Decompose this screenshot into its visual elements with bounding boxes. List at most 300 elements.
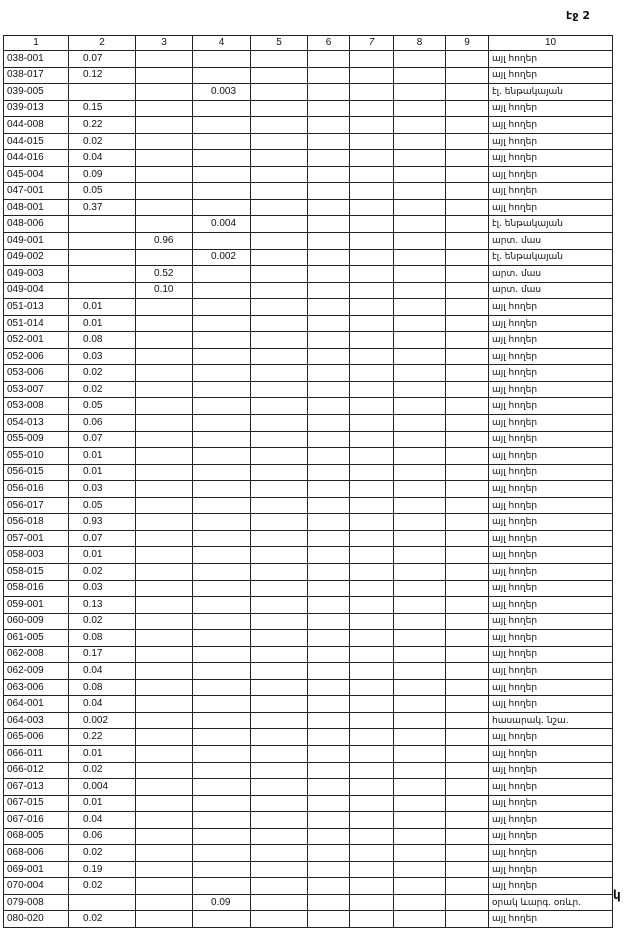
parcel-code-cell: 069-001 <box>4 861 69 878</box>
column-6-cell <box>308 133 350 150</box>
column-5-cell <box>251 812 308 829</box>
table-row <box>4 580 613 597</box>
column-6-cell <box>308 464 350 481</box>
land-type-cell: այլ հողեր <box>489 663 613 680</box>
column-4-cell <box>193 166 251 183</box>
column-5-cell <box>251 348 308 365</box>
column-7-cell <box>350 845 394 862</box>
column-4-cell <box>193 712 251 729</box>
land-type-cell: այլ հողեր <box>489 365 613 382</box>
column-3-cell <box>136 696 193 713</box>
column-5-cell <box>251 415 308 432</box>
column-5-cell <box>251 663 308 680</box>
column-8-cell <box>394 712 446 729</box>
column-7-cell <box>350 696 394 713</box>
column-8-cell <box>394 530 446 547</box>
column-5-cell <box>251 150 308 167</box>
land-type-cell: այլ հողեր <box>489 398 613 415</box>
land-type-cell: այլ հողեր <box>489 646 613 663</box>
column-9-cell <box>446 878 489 895</box>
column-6-cell <box>308 911 350 928</box>
column-2-cell: 0.04 <box>69 663 136 680</box>
column-9-cell <box>446 464 489 481</box>
column-5-cell <box>251 332 308 349</box>
column-9-cell <box>446 745 489 762</box>
column-7-cell <box>350 497 394 514</box>
column-5-cell <box>251 795 308 812</box>
land-type-cell: այլ հողեր <box>489 861 613 878</box>
column-3-cell <box>136 779 193 796</box>
parcel-code-cell: 059-001 <box>4 597 69 614</box>
column-4-cell: 0.004 <box>193 216 251 233</box>
column-6-cell <box>308 67 350 84</box>
column-8-cell <box>394 861 446 878</box>
table-row <box>4 630 613 647</box>
land-type-cell: այլ հողեր <box>489 497 613 514</box>
column-5-cell <box>251 282 308 299</box>
column-9-cell <box>446 315 489 332</box>
column-3-cell <box>136 166 193 183</box>
table-row <box>4 415 613 432</box>
column-9-cell <box>446 563 489 580</box>
column-2-cell <box>69 216 136 233</box>
table-row <box>4 762 613 779</box>
column-2-cell: 0.03 <box>69 481 136 498</box>
land-type-cell: այլ հողեր <box>489 315 613 332</box>
column-header: 4 <box>193 36 251 51</box>
land-type-cell: այլ հողեր <box>489 332 613 349</box>
column-5-cell <box>251 381 308 398</box>
table-row <box>4 563 613 580</box>
land-type-cell: այլ հողեր <box>489 431 613 448</box>
column-9-cell <box>446 828 489 845</box>
table-row <box>4 597 613 614</box>
land-type-cell: այլ հողեր <box>489 878 613 895</box>
column-6-cell <box>308 199 350 216</box>
column-5-cell <box>251 100 308 117</box>
table-row <box>4 133 613 150</box>
column-3-cell <box>136 332 193 349</box>
parcel-code-cell: 064-003 <box>4 712 69 729</box>
column-4-cell <box>193 266 251 283</box>
table-row <box>4 729 613 746</box>
column-2-cell: 0.09 <box>69 166 136 183</box>
column-7-cell <box>350 481 394 498</box>
land-type-cell: արտ. մաս <box>489 233 613 250</box>
column-4-cell <box>193 100 251 117</box>
column-5-cell <box>251 199 308 216</box>
column-6-cell <box>308 597 350 614</box>
column-3-cell <box>136 315 193 332</box>
column-2-cell: 0.01 <box>69 745 136 762</box>
column-8-cell <box>394 828 446 845</box>
table-row <box>4 878 613 895</box>
column-8-cell <box>394 745 446 762</box>
table-header-row <box>4 36 613 51</box>
column-3-cell: 0.52 <box>136 266 193 283</box>
column-7-cell <box>350 117 394 134</box>
table-row <box>4 51 613 68</box>
column-2-cell: 0.02 <box>69 133 136 150</box>
column-2-cell: 0.04 <box>69 150 136 167</box>
column-9-cell <box>446 415 489 432</box>
column-4-cell <box>193 315 251 332</box>
table-row <box>4 613 613 630</box>
table-row <box>4 249 613 266</box>
column-5-cell <box>251 365 308 382</box>
column-2-cell: 0.02 <box>69 381 136 398</box>
column-6-cell <box>308 431 350 448</box>
column-6-cell <box>308 233 350 250</box>
parcel-code-cell: 047-001 <box>4 183 69 200</box>
land-type-cell: այլ հողեր <box>489 563 613 580</box>
parcel-code-cell: 063-006 <box>4 679 69 696</box>
column-7-cell <box>350 282 394 299</box>
parcel-code-cell: 038-001 <box>4 51 69 68</box>
parcel-code-cell: 064-001 <box>4 696 69 713</box>
column-4-cell <box>193 415 251 432</box>
land-type-cell: այլ հողեր <box>489 100 613 117</box>
column-4-cell <box>193 67 251 84</box>
column-9-cell <box>446 216 489 233</box>
land-type-cell: այլ հողեր <box>489 117 613 134</box>
column-8-cell <box>394 431 446 448</box>
column-9-cell <box>446 779 489 796</box>
table-row <box>4 663 613 680</box>
column-5-cell <box>251 67 308 84</box>
column-7-cell <box>350 133 394 150</box>
column-9-cell <box>446 199 489 216</box>
column-5-cell <box>251 51 308 68</box>
column-4-cell <box>193 332 251 349</box>
column-5-cell <box>251 398 308 415</box>
column-9-cell <box>446 133 489 150</box>
column-9-cell <box>446 911 489 928</box>
land-type-cell: այլ հողեր <box>489 696 613 713</box>
land-type-cell: այլ հողեր <box>489 166 613 183</box>
land-parcel-table <box>3 35 613 928</box>
column-4-cell <box>193 398 251 415</box>
table-row <box>4 282 613 299</box>
column-4-cell <box>193 861 251 878</box>
parcel-code-cell: 044-015 <box>4 133 69 150</box>
column-2-cell: 0.02 <box>69 762 136 779</box>
column-6-cell <box>308 878 350 895</box>
column-6-cell <box>308 100 350 117</box>
land-type-cell: էլ. ենթակայան <box>489 249 613 266</box>
land-type-cell: այլ հողեր <box>489 381 613 398</box>
column-4-cell <box>193 779 251 796</box>
column-4-cell <box>193 381 251 398</box>
table-row <box>4 779 613 796</box>
column-6-cell <box>308 249 350 266</box>
table-row <box>4 530 613 547</box>
column-2-cell: 0.37 <box>69 199 136 216</box>
column-7-cell <box>350 729 394 746</box>
column-4-cell <box>193 282 251 299</box>
column-8-cell <box>394 481 446 498</box>
column-5-cell <box>251 84 308 101</box>
column-3-cell <box>136 911 193 928</box>
table-row <box>4 398 613 415</box>
column-6-cell <box>308 861 350 878</box>
column-2-cell: 0.08 <box>69 679 136 696</box>
column-5-cell <box>251 464 308 481</box>
land-type-cell: այլ հողեր <box>489 415 613 432</box>
column-2-cell: 0.12 <box>69 67 136 84</box>
column-7-cell <box>350 894 394 911</box>
land-type-cell: այլ հողեր <box>489 580 613 597</box>
column-4-cell <box>193 563 251 580</box>
column-5-cell <box>251 679 308 696</box>
parcel-code-cell: 053-008 <box>4 398 69 415</box>
column-9-cell <box>446 580 489 597</box>
land-type-cell: այլ հողեր <box>489 828 613 845</box>
column-4-cell <box>193 613 251 630</box>
table-row <box>4 100 613 117</box>
column-7-cell <box>350 299 394 316</box>
column-6-cell <box>308 745 350 762</box>
column-3-cell <box>136 812 193 829</box>
parcel-code-cell: 056-016 <box>4 481 69 498</box>
column-8-cell <box>394 315 446 332</box>
parcel-code-cell: 055-010 <box>4 448 69 465</box>
table-row <box>4 812 613 829</box>
parcel-code-cell: 048-006 <box>4 216 69 233</box>
column-5-cell <box>251 845 308 862</box>
column-7-cell <box>350 580 394 597</box>
column-4-cell <box>193 729 251 746</box>
column-5-cell <box>251 745 308 762</box>
column-4-cell <box>193 663 251 680</box>
column-5-cell <box>251 729 308 746</box>
table-row <box>4 67 613 84</box>
column-4-cell: 0.09 <box>193 894 251 911</box>
column-2-cell: 0.02 <box>69 878 136 895</box>
column-3-cell <box>136 365 193 382</box>
land-type-cell: այլ հողեր <box>489 199 613 216</box>
column-3-cell <box>136 464 193 481</box>
column-3-cell <box>136 84 193 101</box>
column-9-cell <box>446 861 489 878</box>
parcel-code-cell: 067-015 <box>4 795 69 812</box>
column-3-cell <box>136 431 193 448</box>
column-2-cell: 0.07 <box>69 51 136 68</box>
table-row <box>4 381 613 398</box>
column-4-cell <box>193 696 251 713</box>
column-9-cell <box>446 233 489 250</box>
column-2-cell: 0.02 <box>69 845 136 862</box>
column-9-cell <box>446 84 489 101</box>
table-row <box>4 845 613 862</box>
column-4-cell <box>193 183 251 200</box>
column-9-cell <box>446 547 489 564</box>
column-3-cell <box>136 67 193 84</box>
land-type-cell: այլ հողեր <box>489 51 613 68</box>
column-5-cell <box>251 762 308 779</box>
parcel-code-cell: 051-014 <box>4 315 69 332</box>
column-5-cell <box>251 266 308 283</box>
column-5-cell <box>251 712 308 729</box>
column-8-cell <box>394 597 446 614</box>
parcel-code-cell: 058-016 <box>4 580 69 597</box>
parcel-code-cell: 049-003 <box>4 266 69 283</box>
column-8-cell <box>394 696 446 713</box>
column-4-cell: 0.003 <box>193 84 251 101</box>
column-3-cell <box>136 133 193 150</box>
parcel-code-cell: 080-020 <box>4 911 69 928</box>
column-6-cell <box>308 779 350 796</box>
column-2-cell <box>69 266 136 283</box>
column-3-cell <box>136 448 193 465</box>
column-4-cell <box>193 448 251 465</box>
table-row <box>4 795 613 812</box>
column-4-cell <box>193 199 251 216</box>
column-8-cell <box>394 51 446 68</box>
column-6-cell <box>308 679 350 696</box>
column-3-cell <box>136 712 193 729</box>
column-7-cell <box>350 530 394 547</box>
column-header: 1 <box>4 36 69 51</box>
column-header: 10 <box>489 36 613 51</box>
land-type-cell: այլ հողեր <box>489 464 613 481</box>
column-6-cell <box>308 398 350 415</box>
column-2-cell: 0.03 <box>69 348 136 365</box>
column-9-cell <box>446 762 489 779</box>
column-5-cell <box>251 481 308 498</box>
table-row <box>4 745 613 762</box>
column-6-cell <box>308 630 350 647</box>
column-2-cell: 0.19 <box>69 861 136 878</box>
column-3-cell <box>136 216 193 233</box>
column-7-cell <box>350 712 394 729</box>
column-9-cell <box>446 663 489 680</box>
column-8-cell <box>394 299 446 316</box>
land-type-cell: օրակ ևարգ. օռևր. <box>489 894 613 911</box>
column-8-cell <box>394 762 446 779</box>
column-4-cell <box>193 530 251 547</box>
land-type-cell: այլ հողեր <box>489 911 613 928</box>
parcel-code-cell: 060-009 <box>4 613 69 630</box>
column-8-cell <box>394 679 446 696</box>
table-row <box>4 696 613 713</box>
column-6-cell <box>308 282 350 299</box>
column-2-cell <box>69 249 136 266</box>
column-6-cell <box>308 696 350 713</box>
parcel-code-cell: 070-004 <box>4 878 69 895</box>
column-7-cell <box>350 861 394 878</box>
land-type-cell: այլ հողեր <box>489 630 613 647</box>
land-type-cell: էլ. ենթակայան <box>489 216 613 233</box>
column-9-cell <box>446 100 489 117</box>
column-4-cell <box>193 878 251 895</box>
parcel-code-cell: 049-001 <box>4 233 69 250</box>
column-7-cell <box>350 679 394 696</box>
column-2-cell: 0.06 <box>69 828 136 845</box>
column-5-cell <box>251 580 308 597</box>
column-7-cell <box>350 100 394 117</box>
column-8-cell <box>394 381 446 398</box>
column-4-cell <box>193 762 251 779</box>
column-5-cell <box>251 183 308 200</box>
column-9-cell <box>446 67 489 84</box>
column-3-cell <box>136 663 193 680</box>
column-4-cell <box>193 547 251 564</box>
column-2-cell: 0.01 <box>69 795 136 812</box>
page-number: էջ 2 <box>566 9 590 22</box>
column-3-cell <box>136 563 193 580</box>
column-8-cell <box>394 100 446 117</box>
column-7-cell <box>350 84 394 101</box>
column-8-cell <box>394 133 446 150</box>
column-9-cell <box>446 166 489 183</box>
column-4-cell <box>193 828 251 845</box>
column-2-cell <box>69 233 136 250</box>
column-8-cell <box>394 878 446 895</box>
column-6-cell <box>308 646 350 663</box>
land-type-cell: այլ հողեր <box>489 729 613 746</box>
column-5-cell <box>251 216 308 233</box>
table-row <box>4 828 613 845</box>
table-row <box>4 332 613 349</box>
column-3-cell <box>136 150 193 167</box>
column-2-cell: 0.002 <box>69 712 136 729</box>
table-row <box>4 464 613 481</box>
column-2-cell: 0.93 <box>69 514 136 531</box>
column-8-cell <box>394 348 446 365</box>
land-type-cell: այլ հողեր <box>489 530 613 547</box>
column-3-cell <box>136 679 193 696</box>
column-9-cell <box>446 894 489 911</box>
column-8-cell <box>394 779 446 796</box>
column-2-cell <box>69 282 136 299</box>
column-2-cell: 0.03 <box>69 580 136 597</box>
parcel-code-cell: 053-007 <box>4 381 69 398</box>
column-9-cell <box>446 845 489 862</box>
column-8-cell <box>394 166 446 183</box>
column-5-cell <box>251 911 308 928</box>
column-3-cell <box>136 613 193 630</box>
land-type-cell: այլ հողեր <box>489 514 613 531</box>
column-3-cell <box>136 199 193 216</box>
column-5-cell <box>251 117 308 134</box>
column-9-cell <box>446 448 489 465</box>
column-9-cell <box>446 597 489 614</box>
column-7-cell <box>350 381 394 398</box>
column-3-cell <box>136 51 193 68</box>
land-type-cell: այլ հողեր <box>489 183 613 200</box>
column-5-cell <box>251 166 308 183</box>
column-2-cell: 0.13 <box>69 597 136 614</box>
column-7-cell <box>350 547 394 564</box>
column-9-cell <box>446 348 489 365</box>
column-6-cell <box>308 795 350 812</box>
column-5-cell <box>251 613 308 630</box>
table-row <box>4 84 613 101</box>
parcel-code-cell: 053-006 <box>4 365 69 382</box>
land-type-cell: այլ հողեր <box>489 762 613 779</box>
column-4-cell <box>193 464 251 481</box>
column-4-cell <box>193 745 251 762</box>
column-3-cell <box>136 497 193 514</box>
column-3-cell <box>136 481 193 498</box>
column-9-cell <box>446 431 489 448</box>
column-7-cell <box>350 199 394 216</box>
column-6-cell <box>308 51 350 68</box>
column-7-cell <box>350 911 394 928</box>
column-8-cell <box>394 448 446 465</box>
land-type-cell: հասարակ. նշա. <box>489 712 613 729</box>
